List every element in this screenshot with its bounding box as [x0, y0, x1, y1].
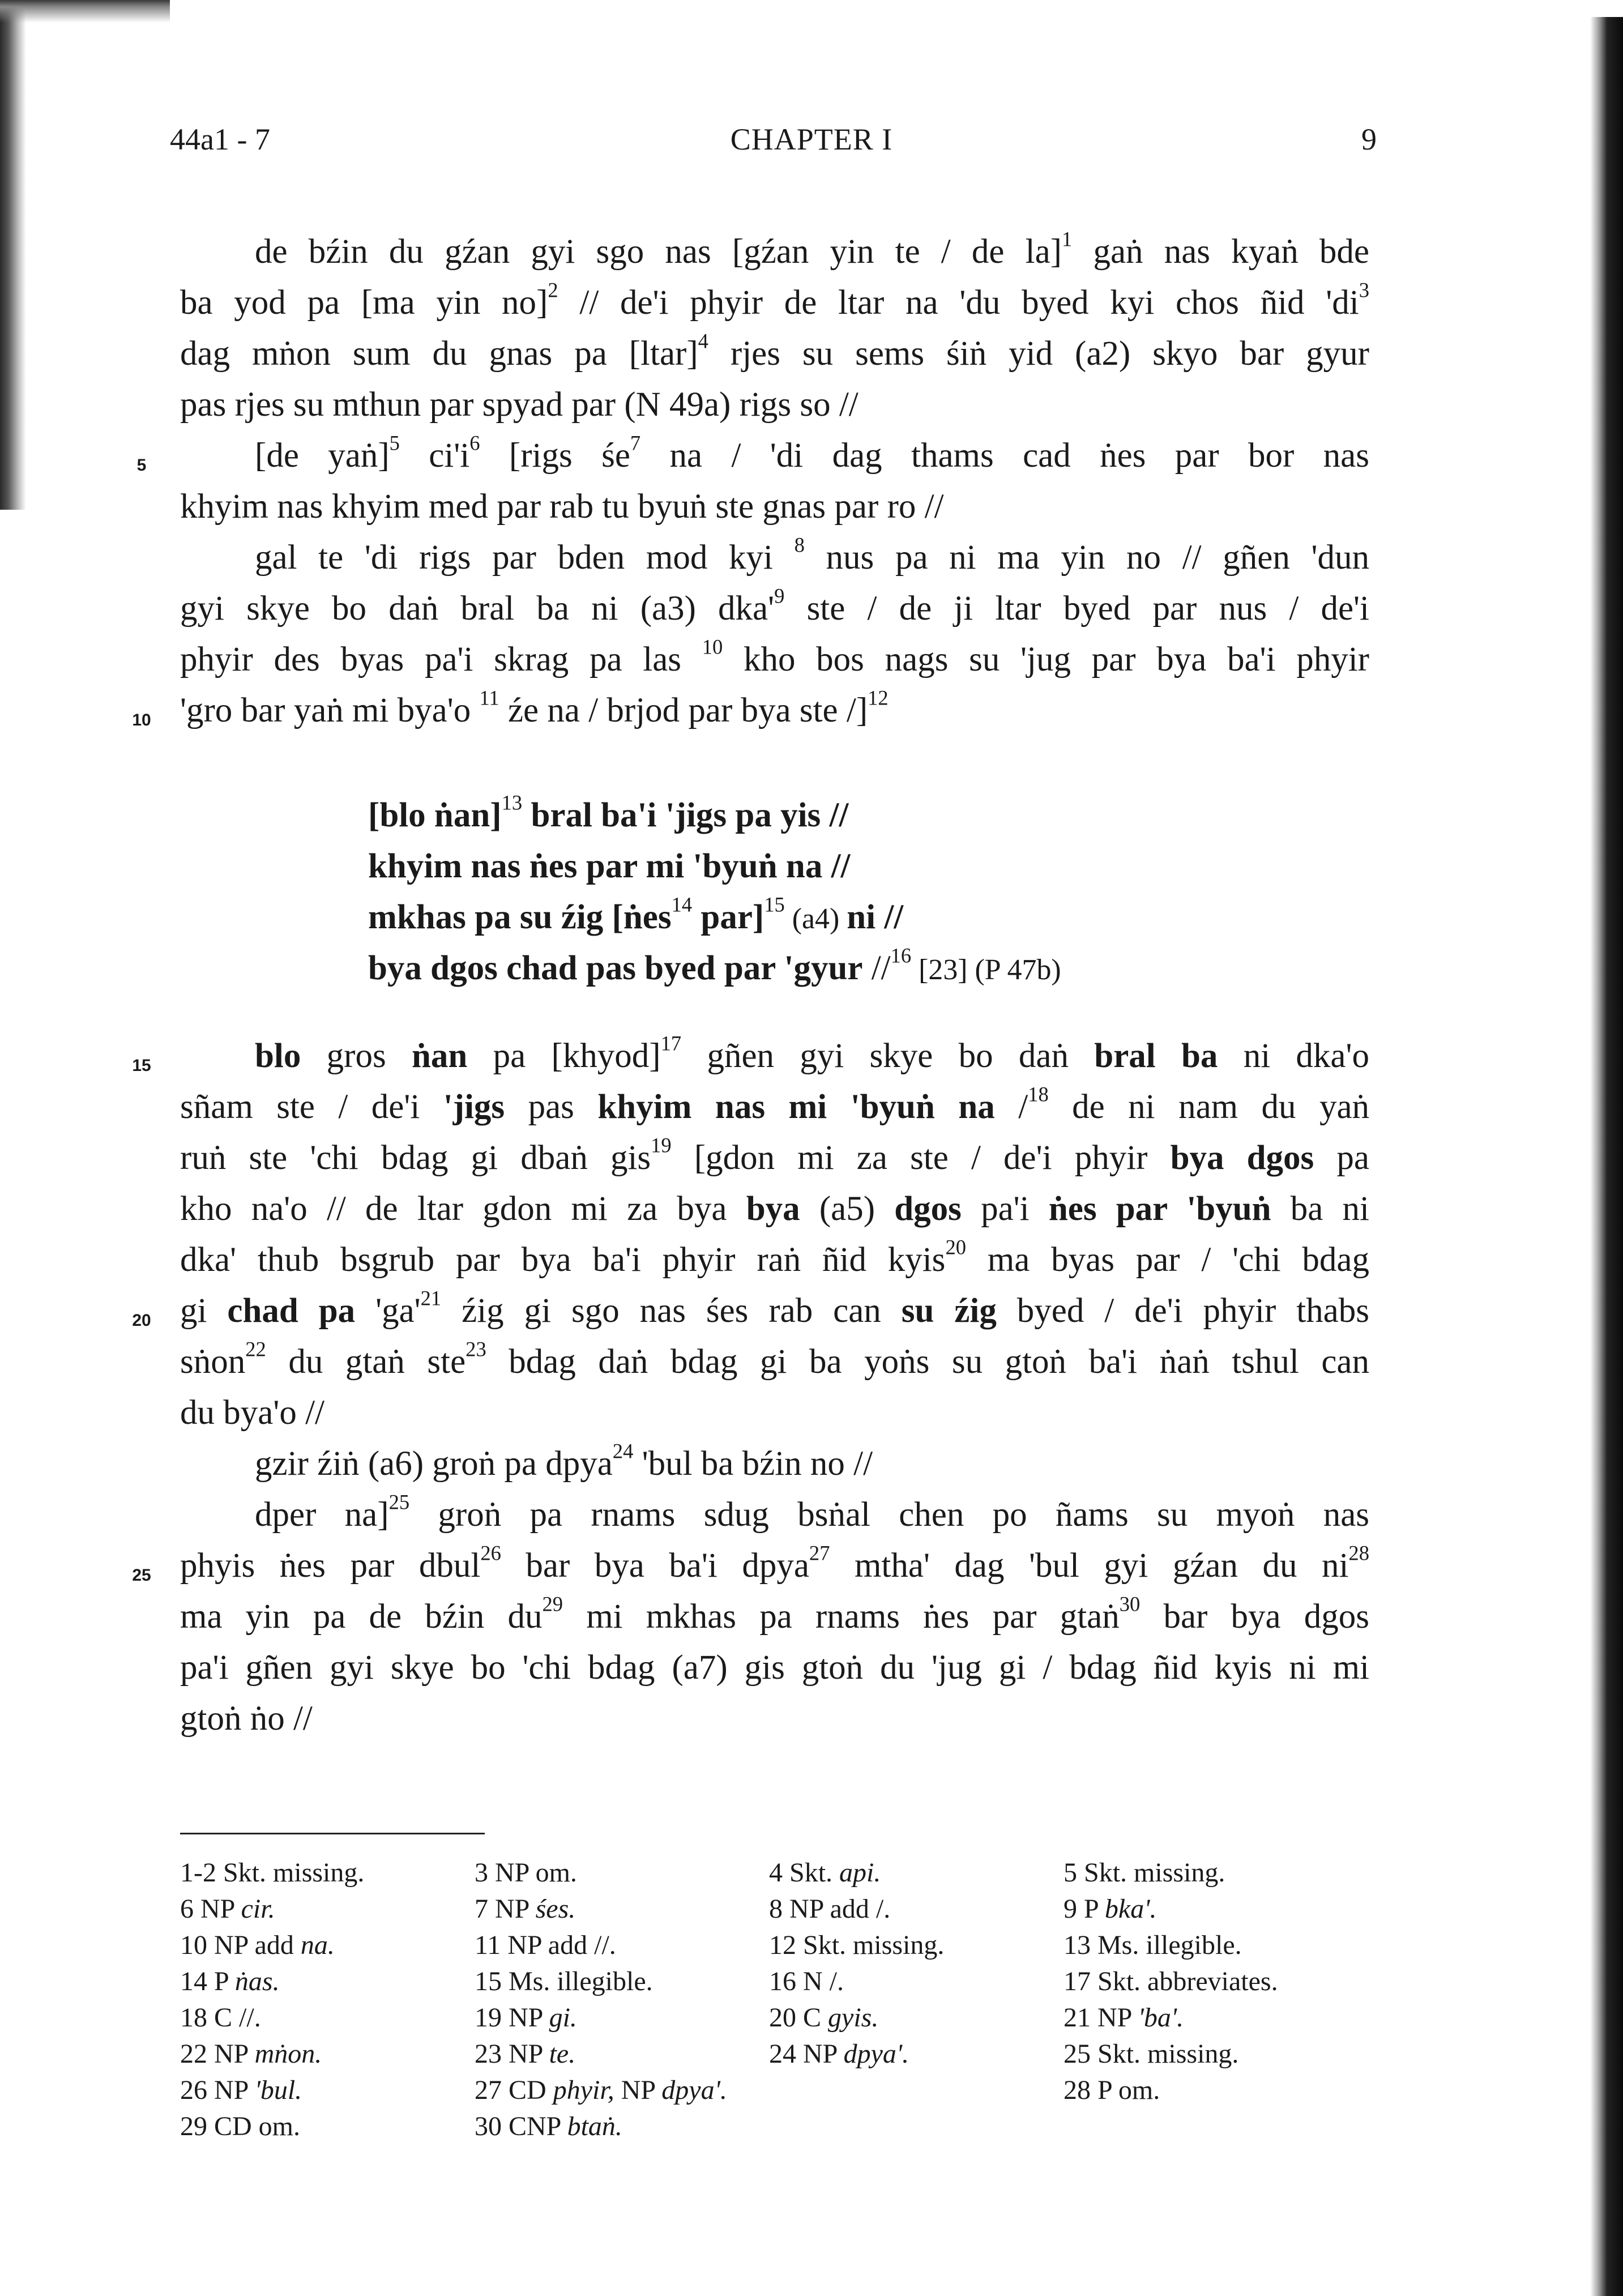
- footnote: 5 Skt. missing.: [1064, 1858, 1225, 1888]
- footnote-rule: [180, 1833, 485, 1834]
- text-line-23: gzir źiṅ (a6) groṅ pa dpya$^{24}$ 'bul ba bźin no //: [255, 1439, 873, 1483]
- text-line-18: kho na'o // de ltar gdon mi za bya bya (a5) dgos pa'i ṅes par 'byuṅ ba ni: [180, 1190, 1369, 1228]
- verse-line-3: mkhas pa su źig [ṅes$^{14}$ par]$^{15}$ (a4) ni //: [368, 893, 904, 936]
- footnote: 30 CNP btaṅ.: [475, 2111, 622, 2141]
- footnote: 21 NP 'ba'.: [1064, 2003, 1184, 2033]
- footnote: 13 Ms. illegible.: [1064, 1930, 1242, 1960]
- footnote: 23 NP te.: [475, 2039, 576, 2069]
- text-line-24: dper na]$^{25}$ groṅ pa rnams sdug bsṅal chen po ñams su myoṅ nas: [255, 1490, 1370, 1534]
- footnote: 12 Skt. missing.: [769, 1930, 945, 1960]
- footnote: 22 NP mṅon.: [180, 2039, 322, 2069]
- footnote: 28 P om.: [1064, 2075, 1160, 2105]
- text-line-27: pa'i gñen gyi skye bo 'chi bdag (a7) gis gtoṅ du 'jug gi / bdag ñid kyis ni mi: [180, 1649, 1369, 1687]
- text-line-7: gal te 'di rigs par bden mod kyi $^8$ nus pa ni ma yin no // gñen 'dun: [255, 533, 1369, 577]
- verse-line-1: [blo ṅan]$^{13}$ bral ba'i 'jigs pa yis //: [368, 791, 849, 834]
- text-line-26: ma yin pa de bźin $du^{29}$ mi mkhas pa rnams ṅes par gtaṅ$^{30}$ bar bya dgos: [180, 1592, 1370, 1636]
- footnote: 19 NP gi.: [475, 2003, 577, 2033]
- footnote: 27 CD phyir, NP dpya'.: [475, 2075, 727, 2105]
- footnote: 14 P ṅas.: [180, 1966, 280, 1996]
- text-line-9: phyir des byas pa'i skrag pa las $^{10}$ kho bos nags su 'jug par bya ba'i phyir: [180, 635, 1369, 678]
- line-number-5: 5: [136, 456, 147, 475]
- text-line-20: gi chad pa '$ga'^{21}$ źig gi sgo nas śes rab can su źig byed / de'i phyir thabs: [180, 1286, 1369, 1330]
- verse-line-2: khyim nas ṅes par mi 'byuṅ na //: [368, 847, 851, 885]
- footnote: 4 Skt. api.: [769, 1858, 881, 1888]
- text-line-15: blo gros ṅan pa [khyod]$^{17}$ gñen gyi skye bo daṅ bral ba ni dka'o: [255, 1031, 1369, 1075]
- text-line-10: 'gro bar yaṅ mi bya'o $^{11}$ źe na / brjod par bya ste /]$^{12}$: [180, 686, 889, 729]
- text-line-3: dag mṅon sum du gnas pa [ltar]$^4$ rjes su sems śiṅ yid (a2) skyo bar gyur: [180, 329, 1369, 373]
- text-line-16: sñam ste / de'i 'jigs pas khyim nas mi 'byuṅ na /$^{18}$ de ni nam du yaṅ: [180, 1082, 1370, 1126]
- footnote: 25 Skt. missing.: [1064, 2039, 1239, 2069]
- footnote: 6 NP cir.: [180, 1894, 275, 1924]
- footnote: 7 NP śes.: [475, 1894, 576, 1924]
- footnote: [769, 2072, 1064, 2109]
- chapter-title: CHAPTER I: [730, 122, 893, 156]
- footnote: 1-2 Skt. missing.: [180, 1858, 365, 1888]
- text-line-5: [de yaṅ]$^5$ $ci'i^6$ [rigs $śe^7$ na / 'di dag thams cad ṅes par bor nas: [255, 431, 1369, 475]
- line-number-25: 25: [132, 1566, 151, 1585]
- footnote: 15 Ms. illegible.: [475, 1966, 653, 1996]
- footnote: 20 C gyis.: [769, 2003, 879, 2033]
- text-line-21: sṅon$^{22}$ du gtaṅ ste$^{23}$ bdag daṅ bdag gi ba yoṅs su gtoṅ ba'i ṅaṅ tshul can: [180, 1337, 1369, 1381]
- text-line-1: de bźin du gźan gyi sgo nas [gźan yin te / de la]$^1$ gaṅ nas kyaṅ bde: [255, 227, 1369, 271]
- footnotes: [180, 1855, 1369, 2145]
- line-number-15: 15: [132, 1056, 151, 1075]
- text-line-19: dka' thub bsgrub par bya ba'i phyir raṅ ñid kyis$^{20}$ ma byas par / 'chi bdag: [180, 1235, 1370, 1279]
- text-line-8: gyi skye bo daṅ bral ba ni (a3) $dka'^9$ ste / de ji ltar byed par nus / de'i: [180, 584, 1369, 628]
- footnote: 29 CD om.: [180, 2111, 301, 2141]
- line-number-10: 10: [132, 711, 151, 729]
- footnote: 11 NP add //.: [475, 1930, 616, 1960]
- footnote: 18 C //.: [180, 2003, 261, 2033]
- footnote: 3 NP om.: [475, 1858, 577, 1888]
- text-line-2: ba yod pa [ma yin no]$^2$ // de'i phyir de ltar na 'du byed kyi chos ñid '$di^3$: [180, 278, 1369, 322]
- footnote: 9 P bka'.: [1064, 1894, 1157, 1924]
- footnote: 26 NP 'bul.: [180, 2075, 302, 2105]
- footnote: 17 Skt. abbreviates.: [1064, 1966, 1278, 1996]
- text-line-4: pas rjes su mthun par spyad par (N 49a) rigs so //: [180, 386, 859, 424]
- page-number: 9: [1361, 122, 1377, 156]
- footnote: 8 NP add /.: [769, 1894, 891, 1924]
- text-line-6: khyim nas khyim med par rab tu byuṅ ste gnas par ro //: [180, 488, 944, 526]
- scan-shadow-top: [0, 0, 170, 23]
- verse-line-4: bya dgos chad pas byed par 'gyur //$^{16}$ [23] (P 47b): [368, 944, 1061, 987]
- running-header: [0, 122, 1623, 161]
- footnote: 10 NP add na.: [180, 1930, 335, 1960]
- text-line-25: phyis ṅes par dbul$^{26}$ bar bya ba'i dpya$^{27}$ mtha' dag 'bul gyi gźan du $ni^{28}$: [180, 1541, 1369, 1585]
- text-line-17: ruṅ ste 'chi bdag gi dbaṅ gis$^{19}$ [gdon mi za ste / de'i phyir bya dgos pa: [180, 1133, 1369, 1177]
- scan-shadow-left: [0, 0, 26, 510]
- scan-shadow-right: [1590, 17, 1623, 2296]
- text-line-22: du bya'o //: [180, 1394, 324, 1432]
- footnote: 16 N /.: [769, 1966, 844, 1996]
- footnote: 24 NP dpya'.: [769, 2039, 909, 2069]
- folio-reference: 44a1 - 7: [170, 122, 270, 156]
- text-line-28: gtoṅ ṅo //: [180, 1700, 313, 1738]
- line-number-20: 20: [132, 1311, 151, 1330]
